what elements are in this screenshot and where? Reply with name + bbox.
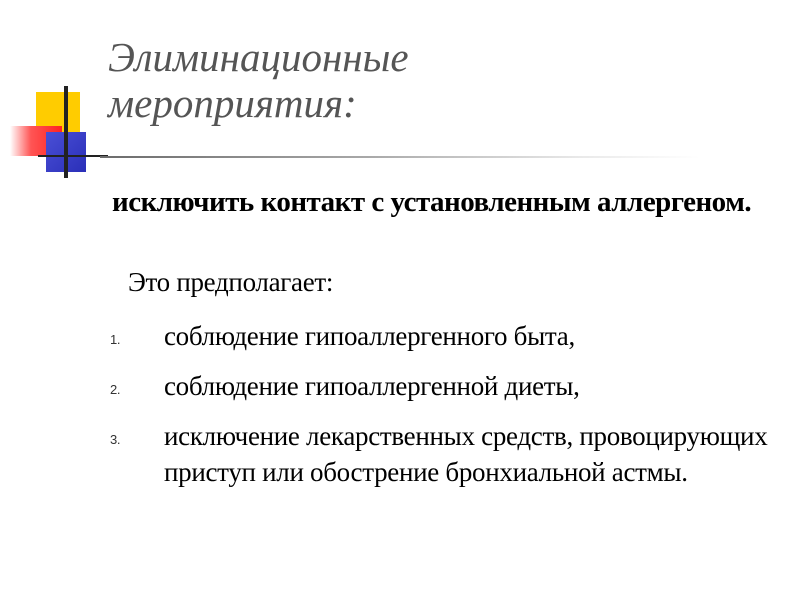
list-item-number: 3. xyxy=(110,432,121,447)
list-item-text: соблюдение гипоаллергенной диеты, xyxy=(164,371,580,401)
list-item-text: соблюдение гипоаллергенного быта, xyxy=(164,321,575,351)
list-item-number: 1. xyxy=(110,332,121,347)
list-item xyxy=(110,418,770,490)
list-item-text: исключение лекарственных средств, провоцирующих приступ или обострение бронхиальной астмы. xyxy=(164,421,768,487)
list-item xyxy=(110,318,770,354)
intro-text: Это предполагает: xyxy=(128,267,334,297)
list-item-number: 2. xyxy=(110,382,121,397)
slide-title-line-2: мероприятия: xyxy=(108,80,357,126)
title-underline-rule xyxy=(100,156,700,158)
slide-title-line-1: Элиминационные xyxy=(108,34,409,80)
measures-list xyxy=(110,318,770,504)
logo-vertical-line xyxy=(64,86,68,178)
slide-title xyxy=(108,34,708,126)
list-item xyxy=(110,368,770,404)
lead-text: исключить контакт с установленным аллергеном. xyxy=(112,186,752,218)
logo-horizontal-line xyxy=(38,155,108,157)
